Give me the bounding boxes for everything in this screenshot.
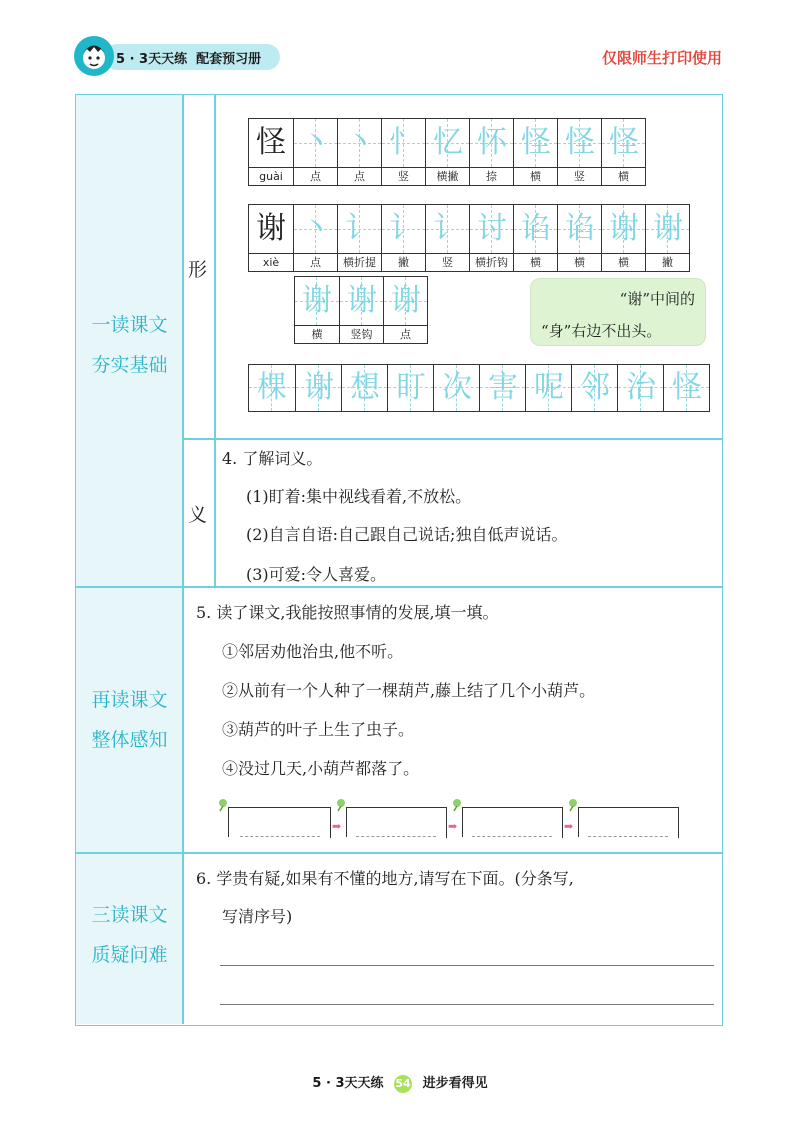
q5-item: ②从前有一个人种了一棵葫芦,藤上结了几个小葫芦。 bbox=[222, 681, 596, 700]
practice-cell: 想 bbox=[341, 365, 387, 411]
stroke-cell: 丶 点 bbox=[293, 119, 337, 185]
q4-item: (1)盯着:集中视线看着,不放松。 bbox=[246, 487, 472, 506]
practice-cell: 谢 bbox=[295, 365, 341, 411]
stroke-grid-guai bbox=[248, 118, 646, 186]
stroke-cell: 忄 竖 bbox=[381, 119, 425, 185]
stroke-cell: 忆 横撇 bbox=[425, 119, 469, 185]
arrow-icon: ➡ bbox=[564, 820, 574, 833]
practice-cell: 怪 bbox=[663, 365, 709, 411]
stroke-cell: 讠 撇 bbox=[381, 205, 425, 271]
stroke-cell: 丶 点 bbox=[293, 205, 337, 271]
stroke-cell: 谢 撇 bbox=[645, 205, 689, 271]
q6-title-cont: 写清序号) bbox=[222, 907, 293, 926]
q5-item: ①邻居劝他治虫,他不听。 bbox=[222, 642, 404, 661]
q6-title: 6. 学贵有疑,如果有不懂的地方,请写在下面。(分条写, bbox=[196, 869, 574, 888]
meaning-label: 义 bbox=[188, 504, 208, 526]
practice-cell: 盯 bbox=[387, 365, 433, 411]
stroke-cell: 谄 横 bbox=[513, 205, 557, 271]
q4-title: 4. 了解词义。 bbox=[222, 449, 323, 468]
stroke-cell: 谄 横 bbox=[557, 205, 601, 271]
stroke-cell: 怪 竖 bbox=[557, 119, 601, 185]
cartoon-logo-icon bbox=[74, 36, 114, 76]
section-3-label: 三读课文 质疑问难 bbox=[91, 904, 168, 966]
writing-tip-box: “谢”中间的 “身”右边不出头。 bbox=[530, 278, 706, 346]
section-1-label: 一读课文 夯实基础 bbox=[91, 314, 168, 376]
stroke-cell: 谢 横 bbox=[295, 277, 339, 343]
main-char-cell: 谢 xiè bbox=[249, 205, 293, 271]
stroke-cell: 怪 横 bbox=[513, 119, 557, 185]
practice-cell: 邻 bbox=[571, 365, 617, 411]
arrow-icon: ➡ bbox=[448, 820, 458, 833]
q5-title: 5. 读了课文,我能按照事情的发展,填一填。 bbox=[196, 603, 499, 622]
stroke-cell: 丶 点 bbox=[337, 119, 381, 185]
q4-item: (3)可爱:令人喜爱。 bbox=[246, 565, 387, 584]
stroke-cell: 怀 捺 bbox=[469, 119, 513, 185]
stroke-grid-xie-continued bbox=[294, 276, 428, 344]
q5-item: ④没过几天,小葫芦都落了。 bbox=[222, 759, 420, 778]
footer: 5 · 3天天练 54 进步看得见 bbox=[312, 1076, 488, 1091]
practice-cell: 棵 bbox=[249, 365, 295, 411]
answer-line[interactable] bbox=[220, 965, 714, 966]
stroke-cell: 谢 点 bbox=[383, 277, 427, 343]
print-notice: 仅限师生打印使用 bbox=[601, 49, 722, 67]
stroke-cell: 讨 横折钩 bbox=[469, 205, 513, 271]
arrow-icon: ➡ bbox=[332, 820, 342, 833]
section-2-label: 再读课文 整体感知 bbox=[91, 689, 168, 751]
practice-cell: 次 bbox=[433, 365, 479, 411]
section-label-column bbox=[76, 95, 183, 1024]
answer-line[interactable] bbox=[220, 1004, 714, 1005]
form-label: 形 bbox=[188, 259, 208, 281]
stroke-cell: 谢 竖钩 bbox=[339, 277, 383, 343]
practice-cell: 害 bbox=[479, 365, 525, 411]
practice-cell: 呢 bbox=[525, 365, 571, 411]
page-number: 54 bbox=[394, 1075, 412, 1093]
q4-item: (2)自言自语:自己跟自己说话;独自低声说话。 bbox=[246, 525, 568, 544]
q5-item: ③葫芦的叶子上生了虫子。 bbox=[222, 720, 415, 739]
practice-word-grid bbox=[248, 364, 710, 412]
stroke-cell: 讠 竖 bbox=[425, 205, 469, 271]
practice-cell: 治 bbox=[617, 365, 663, 411]
stroke-cell: 谢 横 bbox=[601, 205, 645, 271]
main-char-cell: 怪 guài bbox=[249, 119, 293, 185]
stroke-grid-xie bbox=[248, 204, 690, 272]
header-title: 5 · 3天天练 配套预习册 bbox=[116, 52, 262, 67]
stroke-cell: 怪 横 bbox=[601, 119, 645, 185]
stroke-cell: 讠 横折提 bbox=[337, 205, 381, 271]
